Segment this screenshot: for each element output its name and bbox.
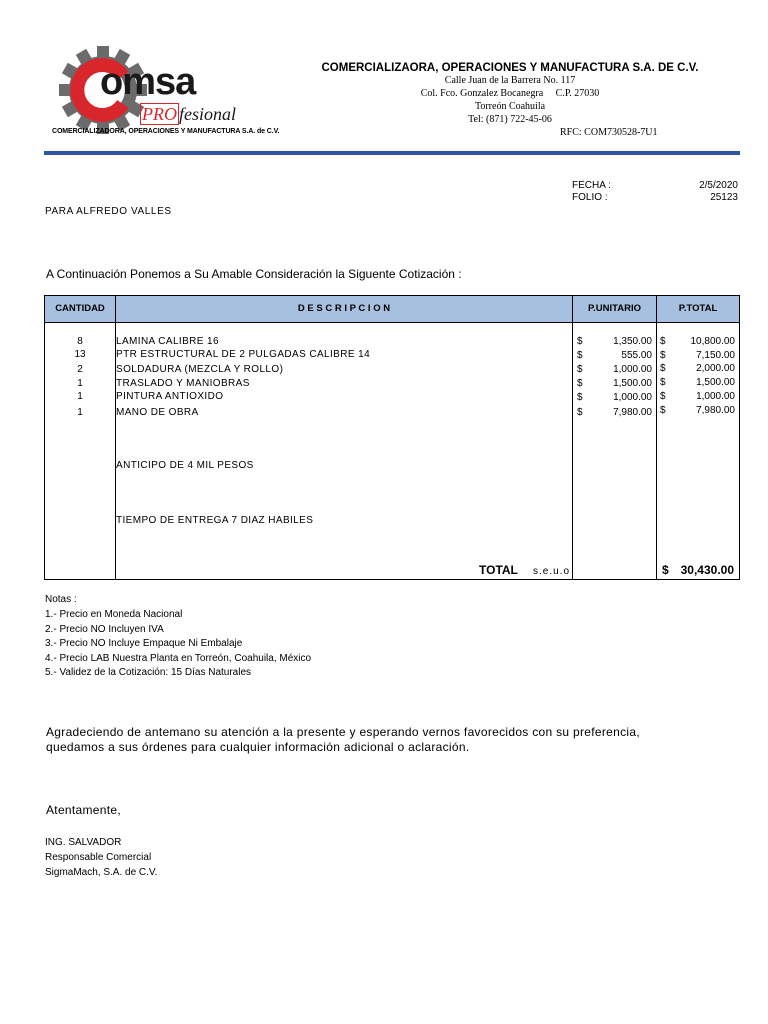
row-desc: SOLDADURA (MEZCLA Y ROLLO) xyxy=(116,364,284,375)
address-line-3: Torreón Coahuila xyxy=(474,101,546,112)
header-ptotal: P.TOTAL xyxy=(678,303,718,314)
row-total: 7,980.00 xyxy=(696,405,735,416)
note-item: 5.- Validez de la Cotización: 15 Días Naturales xyxy=(45,667,252,678)
row-total: 10,800.00 xyxy=(690,336,735,347)
logo-brand-text: omsa xyxy=(100,61,196,103)
row-total-currency: $ xyxy=(660,377,666,388)
company-name: COMERCIALIZAORA, OPERACIONES Y MANUFACTURA S.A. DE C.V. xyxy=(321,62,699,74)
closing-line-2: quedamos a sus órdenes para cualquier información adicional o aclaración. xyxy=(46,740,470,754)
address-phone: Tel: (871) 722-45-06 xyxy=(468,114,552,125)
closing-line-1: Agradeciendo de antemano su atención a la presente y esperando vernos favorecidos con su preferencia, xyxy=(46,725,640,739)
row-qty: 2 xyxy=(77,364,83,375)
folio-value: 25123 xyxy=(710,192,738,203)
row-desc: PTR ESTRUCTURAL DE 2 PULGADAS CALIBRE 14 xyxy=(116,349,371,360)
row-total: 1,000.00 xyxy=(696,391,735,402)
row-total-currency: $ xyxy=(660,350,666,361)
address-line-2: Col. Fco. Gonzalez Bocanegra C.P. 27030 xyxy=(420,88,600,99)
logo-profesional xyxy=(140,104,236,124)
row-total-currency: $ xyxy=(660,336,666,347)
header-cantidad: CANTIDAD xyxy=(55,303,105,314)
row-total-currency: $ xyxy=(660,405,666,416)
row-total: 1,500.00 xyxy=(696,377,735,388)
logo-pro-text: PRO xyxy=(142,104,177,124)
delivery-time-line: TIEMPO DE ENTREGA 7 DIAZ HABILES xyxy=(116,515,314,526)
row-unit: 1,500.00 xyxy=(613,378,652,389)
signoff: Atentamente, xyxy=(46,803,121,817)
signature-company: SigmaMach, S.A. de C.V. xyxy=(45,867,158,878)
row-desc: TRASLADO Y MANIOBRAS xyxy=(116,378,250,389)
total-value: 30,430.00 xyxy=(680,563,734,577)
note-item: 1.- Precio en Moneda Nacional xyxy=(45,609,183,620)
row-unit: 1,000.00 xyxy=(613,364,652,375)
row-unit: 1,000.00 xyxy=(613,392,652,403)
fecha-label: FECHA : xyxy=(572,180,611,191)
intro-text: A Continuación Ponemos a Su Amable Consideración la Siguente Cotización : xyxy=(46,267,462,281)
note-item: 3.- Precio NO Incluye Empaque Ni Embalaje xyxy=(45,638,243,649)
row-desc: LAMINA CALIBRE 16 xyxy=(116,336,219,347)
header-punitario: P.UNITARIO xyxy=(588,303,641,314)
total-currency: $ xyxy=(662,563,669,577)
address-line-1: Calle Juan de la Barrera No. 117 xyxy=(444,75,576,86)
signature-title: Responsable Comercial xyxy=(45,852,152,863)
row-total-currency: $ xyxy=(660,363,666,374)
row-desc: MANO DE OBRA xyxy=(116,407,199,418)
row-total: 7,150.00 xyxy=(696,350,735,361)
seuo-label: s.e.u.o xyxy=(533,566,571,577)
row-unit: 1,350.00 xyxy=(613,336,652,347)
recipient: PARA ALFREDO VALLES xyxy=(45,206,172,217)
row-total-currency: $ xyxy=(660,391,666,402)
fecha-value: 2/5/2020 xyxy=(699,180,738,191)
logo-tagline: COMERCIALIZADORA, OPERACIONES Y MANUFACTURA S.A. de C.V. xyxy=(52,128,280,135)
row-unit-currency: $ xyxy=(577,350,583,361)
header-descripcion: D E S C R I P C I O N xyxy=(297,303,391,314)
row-qty: 8 xyxy=(77,336,83,347)
row-unit-currency: $ xyxy=(577,407,583,418)
header-divider xyxy=(44,151,740,155)
rfc: RFC: COM730528-7U1 xyxy=(560,127,658,138)
row-unit-currency: $ xyxy=(577,364,583,375)
anticipo-line: ANTICIPO DE 4 MIL PESOS xyxy=(116,460,254,471)
row-desc: PINTURA ANTIOXIDO xyxy=(116,391,224,402)
row-unit-currency: $ xyxy=(577,378,583,389)
row-qty: 1 xyxy=(77,407,83,418)
signature-name: ING. SALVADOR xyxy=(45,837,122,848)
row-unit: 7,980.00 xyxy=(613,407,652,418)
row-qty: 1 xyxy=(77,391,83,402)
folio-label: FOLIO : xyxy=(572,192,608,203)
col-divider xyxy=(572,296,573,579)
row-qty: 13 xyxy=(74,349,86,360)
row-unit-currency: $ xyxy=(577,392,583,403)
row-unit-currency: $ xyxy=(577,336,583,347)
logo-fesional-text: fesional xyxy=(179,104,236,124)
row-total: 2,000.00 xyxy=(696,363,735,374)
table-header xyxy=(45,296,739,323)
quote-table xyxy=(44,295,740,580)
row-qty: 1 xyxy=(77,378,83,389)
col-divider xyxy=(656,296,657,579)
note-item: 2.- Precio NO Incluyen IVA xyxy=(45,624,164,635)
note-item: 4.- Precio LAB Nuestra Planta en Torreón, Coahuila, México xyxy=(45,653,312,664)
total-label: TOTAL xyxy=(479,563,518,577)
notes-title: Notas : xyxy=(45,594,77,605)
row-unit: 555.00 xyxy=(621,350,652,361)
